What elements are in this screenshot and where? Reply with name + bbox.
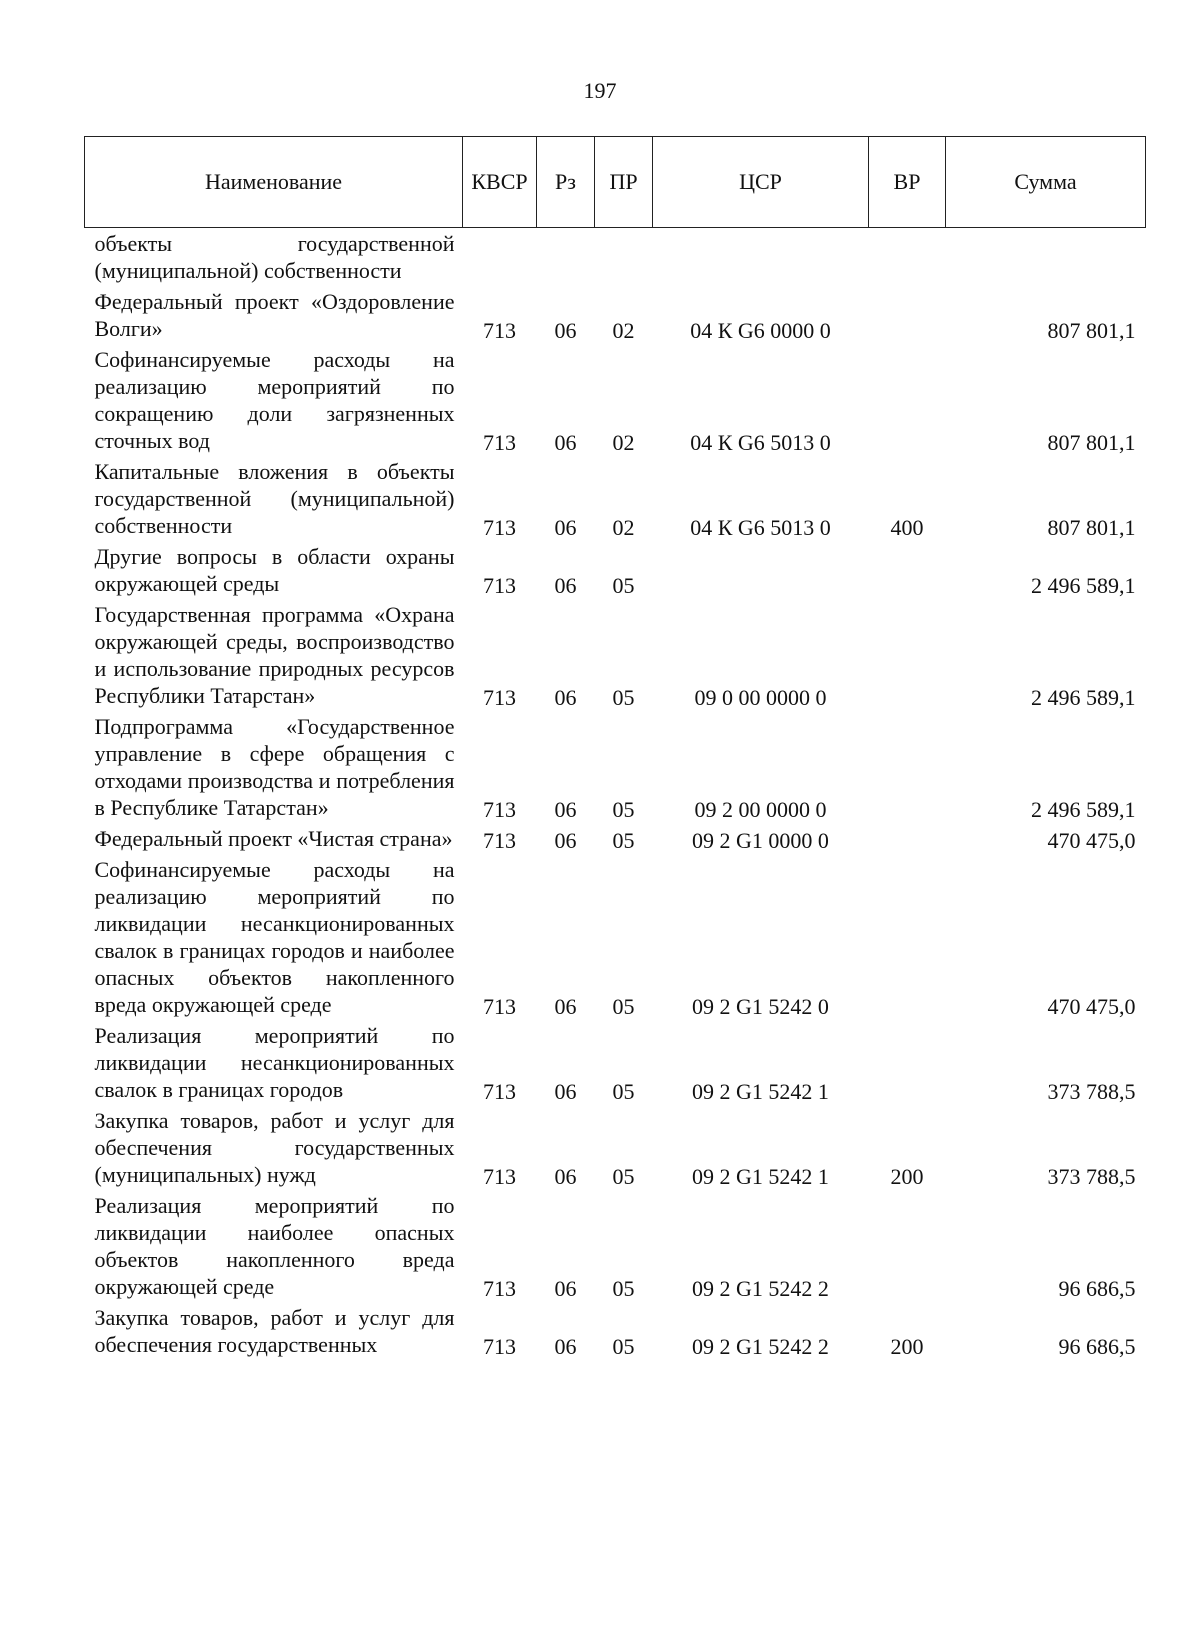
row-vr-cell [869, 286, 946, 344]
table-header [85, 137, 1146, 228]
page-number: 197 [583, 78, 617, 103]
table-row [85, 286, 1146, 344]
row-kvsr-cell: 713 [483, 828, 516, 853]
row-sum-cell: 373 788,5 [1047, 1079, 1136, 1104]
row-pr-cell: 02 [612, 430, 635, 455]
row-rz-cell [537, 228, 595, 287]
row-vr-cell: 200 [890, 1334, 924, 1359]
row-rz-cell: 06 [554, 1334, 577, 1359]
row-csr-cell: 09 2 G1 0000 0 [692, 828, 829, 853]
row-csr-cell: 09 2 G1 5242 2 [692, 1334, 829, 1359]
table-row [85, 854, 1146, 1020]
budget-table [84, 136, 1146, 1360]
row-rz-cell: 06 [554, 994, 577, 1019]
row-pr-cell: 02 [612, 515, 635, 540]
table-row [85, 1302, 1146, 1360]
row-sum-cell: 2 496 589,1 [1031, 573, 1136, 598]
row-csr-cell: 09 2 G1 5242 1 [692, 1164, 829, 1189]
row-pr-cell: 05 [612, 828, 635, 853]
row-vr-cell [869, 1020, 946, 1105]
table-row [85, 1105, 1146, 1190]
row-kvsr-cell: 713 [483, 318, 516, 343]
column-header-vr: ВР [869, 137, 946, 228]
row-name-cell: Федеральный проект «Оздоровление Волги» [94, 289, 455, 341]
row-csr-cell: 04 К G6 5013 0 [690, 515, 831, 540]
row-rz-cell: 06 [554, 515, 577, 540]
row-sum-cell: 2 496 589,1 [1031, 797, 1136, 822]
row-csr-cell: 09 2 G1 5242 2 [692, 1276, 829, 1301]
row-rz-cell: 06 [554, 430, 577, 455]
row-rz-cell: 06 [554, 573, 577, 598]
row-sum-cell: 807 801,1 [1047, 430, 1136, 455]
table-row [85, 599, 1146, 711]
row-rz-cell: 06 [554, 318, 577, 343]
row-vr-cell [869, 854, 946, 1020]
row-name-cell: Реализация мероприятий по ликвидации несанкционированных свалок в границах городов [94, 1023, 455, 1102]
column-header-csr: ЦСР [653, 137, 869, 228]
row-rz-cell: 06 [554, 685, 577, 710]
row-kvsr-cell: 713 [483, 1276, 516, 1301]
row-name-cell: Софинансируемые расходы на реализацию мероприятий по сокращению доли загрязненных сточных вод [94, 347, 455, 453]
row-name-cell: Закупка товаров, работ и услуг для обеспечения государственных (муниципальных) нужд [94, 1108, 455, 1187]
row-name-cell: Закупка товаров, работ и услуг для обеспечения государственных [94, 1305, 455, 1357]
row-rz-cell: 06 [554, 1164, 577, 1189]
row-vr-cell: 200 [890, 1164, 924, 1189]
column-header-name: Наименование [85, 137, 463, 228]
row-pr-cell: 05 [612, 573, 635, 598]
row-rz-cell: 06 [554, 1079, 577, 1104]
row-csr-cell [653, 228, 869, 287]
row-name-cell: Реализация мероприятий по ликвидации наиболее опасных объектов накопленного вреда окружающей среде [94, 1193, 455, 1299]
row-name-cell: Капитальные вложения в объекты государственной (муниципальной) собственности [94, 459, 455, 538]
row-sum-cell: 2 496 589,1 [1031, 685, 1136, 710]
row-sum-cell: 373 788,5 [1047, 1164, 1136, 1189]
row-pr-cell: 05 [612, 994, 635, 1019]
row-pr-cell [595, 228, 653, 287]
row-pr-cell: 05 [612, 1334, 635, 1359]
row-pr-cell: 05 [612, 1079, 635, 1104]
row-name-cell: объекты государственной (муниципальной) собственности [94, 231, 455, 283]
row-kvsr-cell: 713 [483, 430, 516, 455]
row-sum-cell: 807 801,1 [1047, 515, 1136, 540]
table-row [85, 344, 1146, 456]
row-sum-cell: 470 475,0 [1047, 828, 1136, 853]
row-kvsr-cell: 713 [483, 685, 516, 710]
row-vr-cell [869, 344, 946, 456]
column-header-sum: Сумма [946, 137, 1146, 228]
table-row [85, 711, 1146, 823]
table-row [85, 541, 1146, 599]
table-row [85, 456, 1146, 541]
row-kvsr-cell: 713 [483, 1334, 516, 1359]
row-csr-cell [653, 541, 869, 599]
row-kvsr-cell: 713 [483, 797, 516, 822]
row-pr-cell: 05 [612, 1164, 635, 1189]
row-csr-cell: 09 2 00 0000 0 [694, 797, 827, 822]
row-csr-cell: 09 2 G1 5242 1 [692, 1079, 829, 1104]
row-rz-cell: 06 [554, 1276, 577, 1301]
row-name-cell: Софинансируемые расходы на реализацию мероприятий по ликвидации несанкционированных свалок в границах городов и наиболее опасных объектов накопленного вреда окружающей среде [94, 857, 455, 1017]
row-kvsr-cell [463, 228, 537, 287]
row-vr-cell [869, 228, 946, 287]
table-row [85, 823, 1146, 854]
row-csr-cell: 09 2 G1 5242 0 [692, 994, 829, 1019]
row-sum-cell: 96 686,5 [1058, 1276, 1136, 1301]
row-pr-cell: 05 [612, 1276, 635, 1301]
row-kvsr-cell: 713 [483, 994, 516, 1019]
row-rz-cell: 06 [554, 828, 577, 853]
table-row [85, 1020, 1146, 1105]
row-csr-cell: 09 0 00 0000 0 [694, 685, 827, 710]
row-pr-cell: 05 [612, 685, 635, 710]
row-name-cell: Подпрограмма «Государственное управление в сфере обращения с отходами производства и потребления в Республике Татарстан» [94, 714, 455, 820]
table-row [85, 228, 1146, 287]
row-vr-cell [869, 599, 946, 711]
column-header-kvsr: КВСР [463, 137, 537, 228]
row-kvsr-cell: 713 [483, 1164, 516, 1189]
row-kvsr-cell: 713 [483, 515, 516, 540]
row-csr-cell: 04 К G6 0000 0 [690, 318, 831, 343]
row-name-cell: Федеральный проект «Чистая страна» [94, 826, 453, 851]
row-name-cell: Государственная программа «Охрана окружающей среды, воспроизводство и использование природных ресурсов Республики Татарстан» [94, 602, 455, 708]
row-vr-cell: 400 [890, 515, 924, 540]
row-vr-cell [869, 541, 946, 599]
row-vr-cell [869, 711, 946, 823]
column-header-pr: ПР [595, 137, 653, 228]
row-pr-cell: 05 [612, 797, 635, 822]
row-kvsr-cell: 713 [483, 573, 516, 598]
row-vr-cell [869, 823, 946, 854]
row-sum-cell: 807 801,1 [1047, 318, 1136, 343]
row-rz-cell: 06 [554, 797, 577, 822]
row-name-cell: Другие вопросы в области охраны окружающей среды [94, 544, 455, 596]
row-kvsr-cell: 713 [483, 1079, 516, 1104]
table-row [85, 1190, 1146, 1302]
row-pr-cell: 02 [612, 318, 635, 343]
table-body [85, 228, 1146, 1361]
row-vr-cell [869, 1190, 946, 1302]
row-sum-cell: 470 475,0 [1047, 994, 1136, 1019]
column-header-rz: Рз [537, 137, 595, 228]
row-csr-cell: 04 К G6 5013 0 [690, 430, 831, 455]
row-sum-cell: 96 686,5 [1058, 1334, 1136, 1359]
row-sum-cell [946, 228, 1146, 287]
